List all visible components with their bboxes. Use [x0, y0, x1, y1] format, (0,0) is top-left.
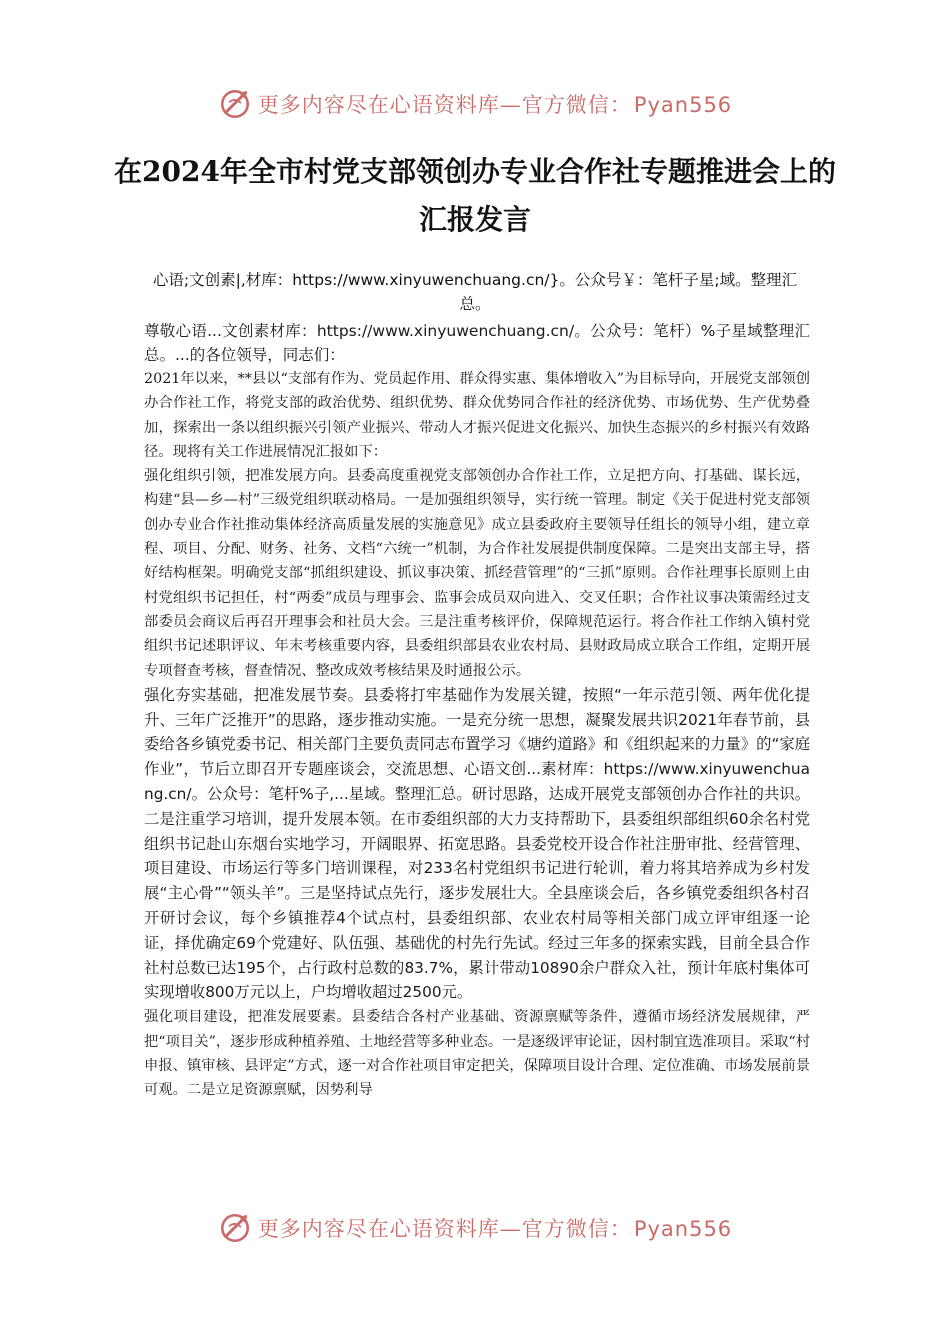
paragraph-foundation: 强化夯实基础，把准发展节奏。县委将打牢基础作为发展关键，按照“一年示范引领、两年优化提升、三年广泛推开”的思路，逐步推动实施。一是充分统一思想，凝聚发展共识2021年春节前，县委给各乡镇党委书记、相关部门主要负责同志布置学习《塘约道路》和《组织起来的力量》的“家庭作业”，节后立即召开专题座谈会，交流思想、心语文创...素材库：https://www.xinyuwenchuang.cn/。公众号：笔杆%子,...星域。整理汇总。研讨思路，达成开展党支部领创办合作社的共识。二是注重学习培训，提升发展本领。在市委组织部的大力支持帮助下，县委组织部组织60余名村党组织书记赴山东烟台实地学习，开阔眼界、拓宽思路。县委党校开设合作社注册审批、经营管理、项目建设、市场运行等多门培训课程，对233名村党组织书记进行轮训，着力将其培养成为乡村发展“主心骨”“领头羊”。三是坚持试点先行，逐步发展壮大。全县座谈会后，各乡镇党委组织各村召开研讨会议，每个乡镇推荐4个试点村，县委组织部、农业农村局等相关部门成立评审组逐一论证，择优确定69个党建好、队伍强、基础优的村先行先试。经过三年多的探索实践，目前全县合作社村总数已达195个，占行政村总数的83.7%，累计带动10890余户群众入社，预计年底村集体可实现增收800万元以上，户均增收超过2500元。: [144, 685, 810, 1002]
footer-banner[interactable]: [0, 1208, 950, 1248]
paragraph-intro: 2021年以来，**县以“支部有作为、党员起作用、群众得实惠、集体增收入”为目标导向，开展党支部领创办合作社工作，将党支部的政治优势、组织优势、群众优势同合作社的经济优势、市场优势、生产优势叠加，探索出一条以组织振兴引领产业振兴、带动人才振兴促进文化振兴、加快生态振兴的乡村振兴有效路径。现将有关工作进展情况汇报如下：: [144, 371, 810, 460]
source-note: 心语;文创素|,材库：https://www.xinyuwenchuang.cn/}。公众号￥：笔杆子星;域。整理汇总。: [152, 271, 798, 313]
header-banner[interactable]: [0, 84, 950, 124]
paragraph-projects: 强化项目建设，把准发展要素。县委结合各村产业基础、资源禀赋等条件，遵循市场经济发展规律，严把“项目关”，逐步形成种植养殖、土地经营等多种业态。一是逐级评审论证，因村制宜选准项目。采取“村申报、镇审核、县评定”方式，逐一对合作社项目审定把关，保障项目设计合理、定位准确、市场发展前景可观。二是立足资源禀赋，因势利导: [144, 1009, 810, 1099]
salutation: 尊敬心语...文创素材库：https://www.xinyuwenchuang.cn/。公众号：笔杆）%子星域整理汇总。...的各位领导，同志们：: [144, 322, 810, 364]
banner-wechat-id: Pyan556: [633, 93, 733, 117]
xinyu-logo-icon: [218, 87, 252, 121]
banner-text: 更多内容尽在心语资料库—官方微信：Pyan556: [257, 1217, 733, 1241]
xinyu-logo-icon: [218, 1211, 252, 1245]
document-body: [144, 320, 810, 1102]
document-title: 在2024年全市村党支部领创办专业合作社专题推进会上的汇报发言: [114, 155, 836, 236]
banner-text: 更多内容尽在心语资料库—官方微信：Pyan556: [257, 93, 733, 117]
banner-wechat-id: Pyan556: [633, 1217, 733, 1241]
paragraph-organization: 强化组织引领，把准发展方向。县委高度重视党支部领创办合作社工作，立足把方向、打基础、谋长远，构建“县—乡—村”三级党组织联动格局。一是加强组织领导，实行统一管理。制定《关于促进村党支部领创办专业合作社推动集体经济高质量发展的实施意见》成立县委政府主要领导任组长的领导小组，建立章程、项目、分配、财务、社务、文档“六统一”机制，为合作社发展提供制度保障。二是突出支部主导，搭好结构框架。明确党支部“抓组织建设、抓议事决策、抓经营管理”的“三抓”原则。合作社理事长原则上由村党组织书记担任，村“两委”成员与理事会、监事会成员双向进入、交叉任职；合作社议事决策需经过支部委员会商议后再召开理事会和社员大会。三是注重考核评价，保障规范运行。将合作社工作纳入镇村党组织书记述职评议、年末考核重要内容，县委组织部县农业农村局、县财政局成立联合工作组，定期开展专项督查考核，督查情况、整改成效考核结果及时通报公示。: [144, 468, 810, 679]
